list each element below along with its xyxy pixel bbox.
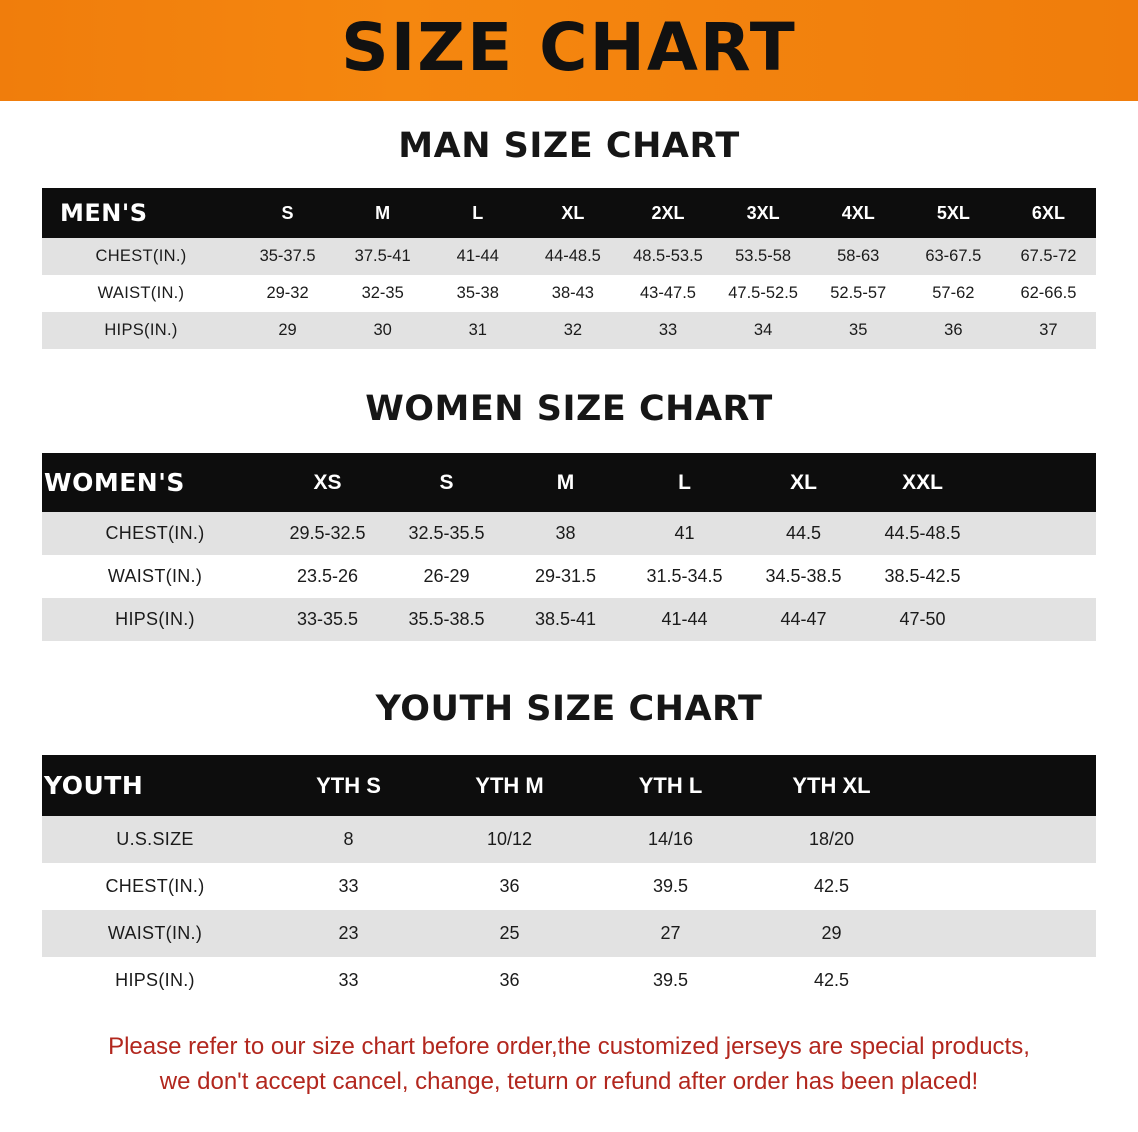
women-cell-2-2: 38.5-41 <box>506 598 625 641</box>
youth-row-0-label: U.S.SIZE <box>42 816 268 863</box>
man-cell-1-6: 52.5-57 <box>811 275 906 312</box>
youth-cell-2-2: 27 <box>590 910 751 957</box>
women-cell-0-3: 41 <box>625 512 744 555</box>
youth-table-header <box>42 755 1096 816</box>
man-cell-1-7: 57-62 <box>906 275 1001 312</box>
table-row <box>42 598 1096 641</box>
youth-cell-2-spacer <box>912 910 1096 957</box>
youth-col-0: YTH S <box>316 772 381 798</box>
youth-cell-1-0: 33 <box>268 863 429 910</box>
youth-cell-0-2: 14/16 <box>590 816 751 863</box>
banner <box>0 0 1138 101</box>
man-col-4: 2XL <box>651 202 685 223</box>
man-col-1: M <box>375 202 391 223</box>
youth-cell-2-1: 25 <box>429 910 590 957</box>
man-cell-2-0: 29 <box>240 312 335 349</box>
man-cell-0-6: 58-63 <box>811 238 906 275</box>
women-cell-1-2: 29-31.5 <box>506 555 625 598</box>
women-row-2-label: HIPS(IN.) <box>42 598 268 641</box>
youth-section-heading: YOUTH SIZE CHART <box>375 689 763 729</box>
youth-cell-1-1: 36 <box>429 863 590 910</box>
man-cell-1-1: 32-35 <box>335 275 430 312</box>
youth-row-3-label: HIPS(IN.) <box>42 957 268 1004</box>
man-size-table <box>42 188 1096 349</box>
table-row <box>42 555 1096 598</box>
man-cell-2-7: 36 <box>906 312 1001 349</box>
youth-cell-0-3: 18/20 <box>751 816 912 863</box>
women-cell-1-spacer <box>982 555 1096 598</box>
youth-cell-3-1: 36 <box>429 957 590 1004</box>
page-title: SIZE CHART <box>341 8 797 86</box>
table-row <box>42 275 1096 312</box>
women-section-heading: WOMEN SIZE CHART <box>365 389 773 429</box>
youth-col-1: YTH M <box>475 772 544 798</box>
women-cell-0-4: 44.5 <box>744 512 863 555</box>
women-cell-2-4: 44-47 <box>744 598 863 641</box>
man-cell-0-7: 63-67.5 <box>906 238 1001 275</box>
youth-cell-0-1: 10/12 <box>429 816 590 863</box>
man-table-body <box>42 238 1096 349</box>
women-col-4: XL <box>790 470 817 494</box>
women-col-2: M <box>556 470 575 494</box>
women-cell-1-5: 38.5-42.5 <box>863 555 982 598</box>
women-cell-1-0: 23.5-26 <box>268 555 387 598</box>
man-section-heading: MAN SIZE CHART <box>398 126 740 166</box>
women-cell-0-0: 29.5-32.5 <box>268 512 387 555</box>
women-col-5: XXL <box>902 470 943 494</box>
women-row-0-label: CHEST(IN.) <box>42 512 268 555</box>
man-cell-2-8: 37 <box>1001 312 1096 349</box>
table-row <box>42 512 1096 555</box>
youth-table-wrapper <box>42 755 1096 1004</box>
women-col-3: L <box>678 470 691 494</box>
man-col-8: 6XL <box>1031 202 1065 223</box>
man-col-6: 4XL <box>841 202 875 223</box>
youth-col-2: YTH L <box>638 772 703 798</box>
man-table-header <box>42 188 1096 238</box>
table-row <box>42 312 1096 349</box>
table-header-row <box>42 188 1096 238</box>
women-cell-0-2: 38 <box>506 512 625 555</box>
women-cell-0-spacer <box>982 512 1096 555</box>
women-col-0: XS <box>313 470 342 494</box>
women-cell-0-1: 32.5-35.5 <box>387 512 506 555</box>
table-row <box>42 910 1096 957</box>
man-table-wrapper <box>42 188 1096 349</box>
man-row-0-label: CHEST(IN.) <box>42 238 240 275</box>
youth-col-3: YTH XL <box>792 772 871 798</box>
man-cell-1-3: 38-43 <box>525 275 620 312</box>
women-cell-0-5: 44.5-48.5 <box>863 512 982 555</box>
man-col-7: 5XL <box>936 202 970 223</box>
man-cell-0-2: 41-44 <box>430 238 525 275</box>
youth-row-2-label: WAIST(IN.) <box>42 910 268 957</box>
man-cell-0-3: 44-48.5 <box>525 238 620 275</box>
youth-cell-3-spacer <box>912 957 1096 1004</box>
man-row-2-label: HIPS(IN.) <box>42 312 240 349</box>
women-cell-2-3: 41-44 <box>625 598 744 641</box>
man-cell-2-4: 33 <box>620 312 715 349</box>
women-table-body <box>42 512 1096 641</box>
disclaimer-line-2: we don't accept cancel, change, teturn or refund after order has been placed! <box>159 1067 979 1095</box>
women-cell-1-4: 34.5-38.5 <box>744 555 863 598</box>
disclaimer-line-1: Please refer to our size chart before order,the customized jerseys are special products, <box>108 1033 1030 1060</box>
disclaimer-note <box>40 1030 1098 1100</box>
table-row <box>42 863 1096 910</box>
man-cell-2-6: 35 <box>811 312 906 349</box>
youth-cell-1-2: 39.5 <box>590 863 751 910</box>
youth-corner-label: YOUTH <box>44 771 144 800</box>
women-cell-2-spacer <box>982 598 1096 641</box>
man-col-2: L <box>472 202 484 223</box>
man-cell-2-2: 31 <box>430 312 525 349</box>
women-size-table <box>42 453 1096 641</box>
women-corner-label: WOMEN'S <box>44 468 185 497</box>
man-cell-1-4: 43-47.5 <box>620 275 715 312</box>
man-cell-1-2: 35-38 <box>430 275 525 312</box>
table-header-row <box>42 755 1096 816</box>
women-cell-1-1: 26-29 <box>387 555 506 598</box>
youth-cell-2-3: 29 <box>751 910 912 957</box>
table-row <box>42 816 1096 863</box>
man-cell-2-5: 34 <box>716 312 811 349</box>
youth-table-body <box>42 816 1096 1004</box>
youth-cell-1-3: 42.5 <box>751 863 912 910</box>
youth-cell-3-2: 39.5 <box>590 957 751 1004</box>
youth-col-spacer <box>912 755 1096 816</box>
youth-row-1-label: CHEST(IN.) <box>42 863 268 910</box>
man-cell-0-4: 48.5-53.5 <box>620 238 715 275</box>
man-cell-2-1: 30 <box>335 312 430 349</box>
youth-cell-3-3: 42.5 <box>751 957 912 1004</box>
youth-cell-0-spacer <box>912 816 1096 863</box>
man-cell-1-5: 47.5-52.5 <box>716 275 811 312</box>
women-table-wrapper <box>42 453 1096 641</box>
man-col-3: XL <box>561 202 585 223</box>
man-cell-0-5: 53.5-58 <box>716 238 811 275</box>
youth-cell-1-spacer <box>912 863 1096 910</box>
women-cell-2-1: 35.5-38.5 <box>387 598 506 641</box>
women-table-header <box>42 453 1096 512</box>
man-cell-0-0: 35-37.5 <box>240 238 335 275</box>
table-row <box>42 957 1096 1004</box>
youth-cell-2-0: 23 <box>268 910 429 957</box>
youth-size-table <box>42 755 1096 1004</box>
man-corner-label: MEN'S <box>60 199 148 227</box>
women-col-1: S <box>439 470 454 494</box>
women-cell-1-3: 31.5-34.5 <box>625 555 744 598</box>
man-cell-0-1: 37.5-41 <box>335 238 430 275</box>
man-cell-2-3: 32 <box>525 312 620 349</box>
table-header-row <box>42 453 1096 512</box>
man-col-0: S <box>281 202 294 223</box>
youth-cell-3-0: 33 <box>268 957 429 1004</box>
man-cell-1-0: 29-32 <box>240 275 335 312</box>
table-row <box>42 238 1096 275</box>
youth-cell-0-0: 8 <box>268 816 429 863</box>
women-col-spacer <box>982 453 1096 512</box>
women-row-1-label: WAIST(IN.) <box>42 555 268 598</box>
man-col-5: 3XL <box>746 202 780 223</box>
women-cell-2-0: 33-35.5 <box>268 598 387 641</box>
women-cell-2-5: 47-50 <box>863 598 982 641</box>
man-cell-0-8: 67.5-72 <box>1001 238 1096 275</box>
man-cell-1-8: 62-66.5 <box>1001 275 1096 312</box>
man-row-1-label: WAIST(IN.) <box>42 275 240 312</box>
